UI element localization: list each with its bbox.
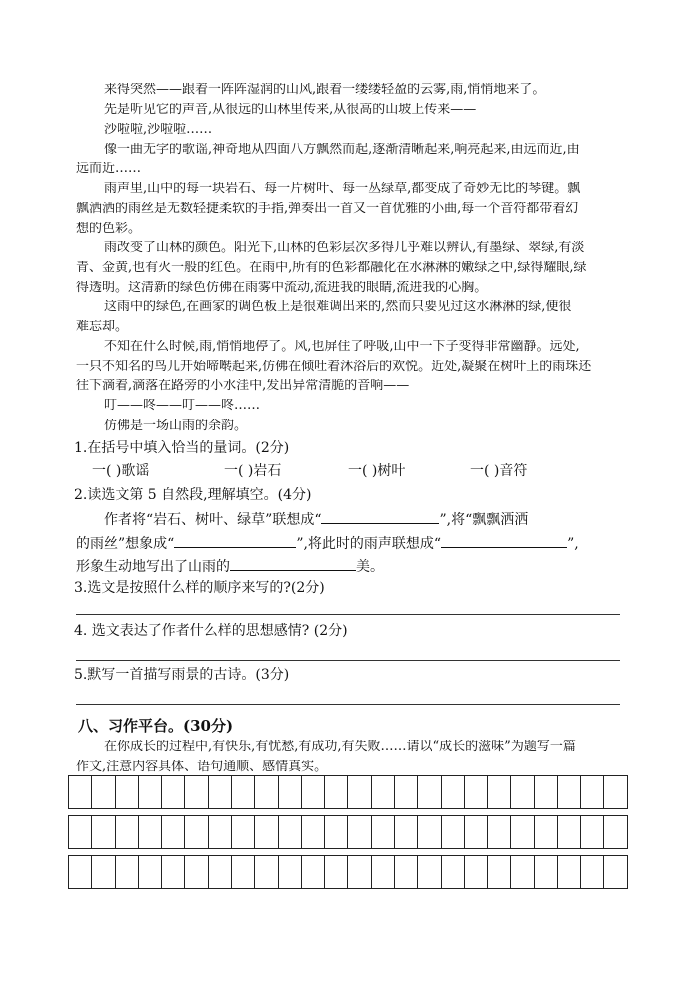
passage-line: 不知在什么时候,雨,悄悄地停了。风,也屏住了呼吸,山中一下子变得非常幽静。远处, [104,340,580,354]
passage-line: 这雨中的绿色,在画家的调色板上是很难调出来的,然而只要见过这水淋淋的绿,便很 [104,300,572,314]
question-2-label: 2.读选文第 5 自然段,理解填空。(4分) [74,487,312,503]
passage-line: 一只不知名的鸟儿开始啼啭起来,仿佛在倾吐着沐浴后的欢悦。近处,凝聚在树叶上的雨珠还 [76,360,592,374]
passage-line: 雨改变了山林的颜色。阳光下,山林的色彩层次多得几乎难以辨认,有墨绿、翠绿,有淡 [104,241,585,255]
question-2-line1: 作者将“岩石、树叶、绿草”联想成“ ”,将“飘飘洒洒 [104,512,529,528]
passage-line: 沙啦啦,沙啦啦…… [104,123,213,137]
question-2-line3: 形象生动地写出了山雨的 美。 [76,559,384,575]
passage-line: 飘洒洒的雨丝是无数轻捷柔软的手指,弹奏出一首又一首优雅的小曲,每一个音符都带着幻 [76,202,579,216]
q1-item: 一( )岩石 [224,463,282,479]
question-1-label: 1.在括号中填入恰当的量词。(2分) [74,440,290,456]
passage-line: 来得突然——跟着一阵阵湿润的山风,跟着一缕缕轻盈的云雾,雨,悄悄地来了。 [104,83,546,97]
q1-item: 一( )音符 [470,463,528,479]
question-4-label: 4. 选文表达了作者什么样的思想感情? (2分) [74,623,348,639]
answer-line[interactable] [76,660,620,661]
passage-line: 雨声里,山中的每一块岩石、每一片树叶、每一丛绿草,都变成了奇妙无比的琴键。飘 [104,182,581,196]
q1-item: 一( )树叶 [348,463,406,479]
question-2-line2: 的雨丝”想象成“ ”,将此时的雨声联想成“ ”, [76,536,579,552]
passage-line: 叮——咚——叮——咚…… [104,399,261,413]
answer-blank[interactable] [441,535,567,548]
question-5-label: 5.默写一首描写雨景的古诗。(3分) [74,667,290,683]
writing-grid[interactable] [68,775,628,889]
passage-line: 往下滴着,滴落在路旁的小水洼中,发出异常清脆的音响—— [76,379,410,393]
question-1-items [92,463,622,479]
essay-prompt: 作文,注意内容具体、语句通顺、感情真实。 [76,760,328,774]
answer-blank[interactable] [321,511,439,524]
answer-blank[interactable] [174,535,296,548]
passage-line: 仿佛是一场山雨的余韵。 [104,419,248,433]
essay-prompt: 在你成长的过程中,有快乐,有忧愁,有成功,有失败……请以“成长的滋味”为题写一篇 [104,740,576,754]
passage-line: 想的色彩。 [76,222,142,236]
answer-line[interactable] [76,614,620,615]
answer-line[interactable] [76,704,620,705]
passage-line: 青、金黄,也有火一般的红色。在雨中,所有的色彩都融化在水淋淋的嫩绿之中,绿得耀眼,绿 [76,261,587,275]
question-3-label: 3.选文是按照什么样的顺序来写的?(2分) [74,580,325,596]
passage-line: 先是听见它的声音,从很远的山林里传来,从很高的山坡上传来—— [104,103,477,117]
passage-line: 难忘却。 [76,320,129,334]
passage-line: 远而近…… [76,162,142,176]
passage-line: 得透明。这清新的绿色仿佛在雨雾中流动,流进我的眼睛,流进我的心胸。 [76,281,488,295]
section-8-title: 八、习作平台。(30分) [78,717,234,735]
answer-blank[interactable] [230,558,356,571]
passage-line: 像一曲无字的歌谣,神奇地从四面八方飘然而起,逐渐清晰起来,响亮起来,由远而近,由 [104,143,580,157]
q1-item: 一( )歌谣 [92,463,150,479]
